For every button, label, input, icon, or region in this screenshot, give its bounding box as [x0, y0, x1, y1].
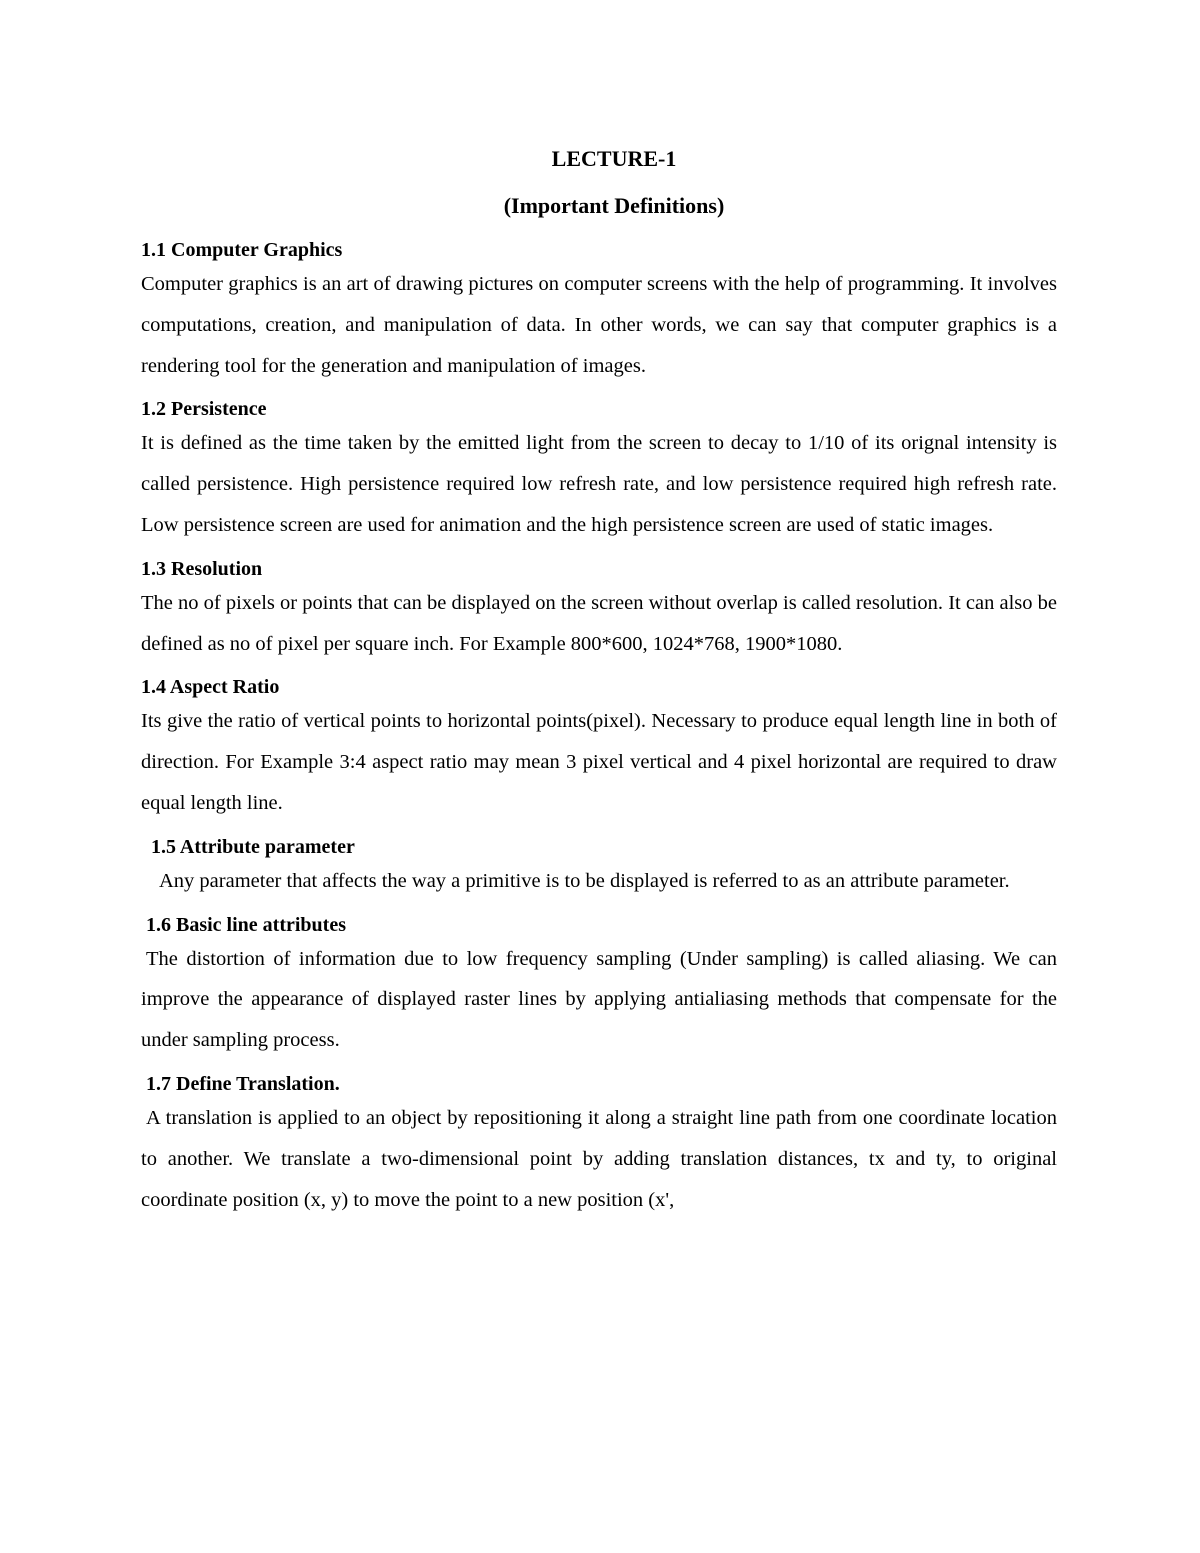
- section-basic-line-attributes: [141, 902, 1057, 1061]
- section-heading: 1.3 Resolution: [141, 557, 263, 580]
- page-title: LECTURE-1: [551, 146, 677, 171]
- section-heading: 1.1 Computer Graphics: [141, 239, 343, 261]
- section-persistence: [141, 386, 1057, 545]
- section-computer-graphics: [141, 223, 1057, 386]
- page-content: [141, 142, 1057, 1220]
- section-body: Computer graphics is an art of drawing pictures on computer screens with the help of programming. It involves computations, creation, and manipulation of data. In other words, we can say that computer graphics is a rendering tool for the generation and manipulation of images.: [141, 273, 1057, 377]
- section-heading: 1.2 Persistence: [141, 398, 267, 421]
- section-define-translation: [141, 1061, 1057, 1220]
- section-attribute-parameter: [141, 824, 1057, 902]
- section-body: Any parameter that affects the way a primitive is to be displayed is referred to as an attribute parameter.: [159, 869, 1010, 892]
- section-aspect-ratio: [141, 664, 1057, 823]
- section-body: A translation is applied to an object by repositioning it along a straight line path from one coordinate location to another. We translate a two-dimensional point by adding translation distances, tx and ty, to original coordinate position (x, y) to move the point to a new position (x',: [141, 1106, 1057, 1211]
- section-body: Its give the ratio of vertical points to horizontal points(pixel). Necessary to produce equal length line in both of direction. For Example 3:4 aspect ratio may mean 3 pixel vertical and 4 pixel horizontal are required to draw equal length line.: [141, 710, 1057, 814]
- section-body: The no of pixels or points that can be displayed on the screen without overlap is called resolution. It can also be defined as no of pixel per square inch. For Example 800*600, 1024*768, 1900*1080.: [141, 591, 1057, 655]
- section-heading: 1.5 Attribute parameter: [151, 835, 355, 858]
- section-heading: 1.7 Define Translation.: [146, 1072, 340, 1095]
- page-subtitle: (Important Definitions): [503, 193, 725, 218]
- section-resolution: [141, 546, 1057, 665]
- section-body: It is defined as the time taken by the emitted light from the screen to decay to 1/10 of its orignal intensity is called persistence. High persistence required low refresh rate, and low persistence required high refresh rate. Low persistence screen are used for animation and the high persistence screen are used of static images.: [141, 432, 1057, 536]
- section-heading: 1.6 Basic line attributes: [146, 913, 346, 936]
- section-heading: 1.4 Aspect Ratio: [141, 676, 280, 699]
- section-body: The distortion of information due to low frequency sampling (Under sampling) is called aliasing. We can improve the appearance of displayed raster lines by applying antialiasing methods that compensate for the under sampling process.: [141, 947, 1057, 1052]
